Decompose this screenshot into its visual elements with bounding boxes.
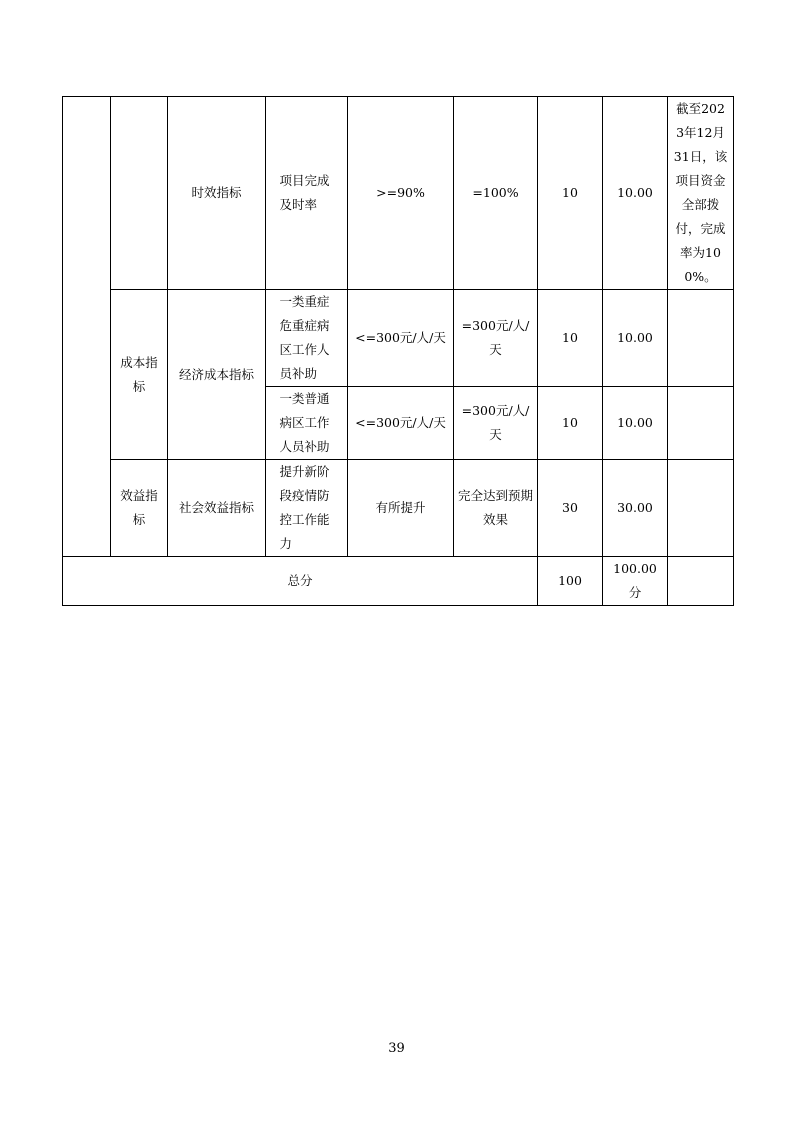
target-cell: 提升新阶段疫情防控工作能力: [266, 460, 348, 557]
actual-value-cell: =100%: [454, 97, 538, 290]
table-row-total: [63, 557, 734, 606]
planned-value-cell: <=300元/人/天: [348, 387, 454, 460]
note-cell: [668, 460, 734, 557]
table-row-cost-1: [63, 290, 734, 387]
score-cell: 10.00: [603, 97, 668, 290]
total-weight-cell: 100: [538, 557, 603, 606]
target-cell: 一类普通病区工作人员补助: [266, 387, 348, 460]
level2-cell: 成本指标: [111, 290, 168, 460]
level2-cell: 效益指标: [111, 460, 168, 557]
level2-cell-empty: [111, 97, 168, 290]
page-number: 39: [388, 1041, 405, 1056]
total-score-cell: 100.00分: [603, 557, 668, 606]
note-cell: [668, 387, 734, 460]
target-cell: 一类重症危重症病区工作人员补助: [266, 290, 348, 387]
note-cell: [668, 290, 734, 387]
weight-cell: 10: [538, 97, 603, 290]
weight-cell: 10: [538, 290, 603, 387]
table-row-timeliness: [63, 97, 734, 290]
note-cell: 截至2023年12月31日，该项目资金全部拨付，完成率为100%。: [668, 97, 734, 290]
planned-value-cell: <=300元/人/天: [348, 290, 454, 387]
score-cell: 10.00: [603, 387, 668, 460]
target-cell: 项目完成及时率: [266, 97, 348, 290]
performance-table: [62, 96, 734, 606]
planned-value-cell: 有所提升: [348, 460, 454, 557]
category-cell: 时效指标: [168, 97, 266, 290]
planned-value-cell: >=90%: [348, 97, 454, 290]
score-cell: 30.00: [603, 460, 668, 557]
category-cell: 经济成本指标: [168, 290, 266, 460]
actual-value-cell: =300元/人/天: [454, 290, 538, 387]
category-cell: 社会效益指标: [168, 460, 266, 557]
total-note-cell: [668, 557, 734, 606]
score-cell: 10.00: [603, 290, 668, 387]
actual-value-cell: 完全达到预期效果: [454, 460, 538, 557]
level1-cell: [63, 97, 111, 557]
total-label-cell: 总分: [63, 557, 538, 606]
table-row-benefit: [63, 460, 734, 557]
weight-cell: 10: [538, 387, 603, 460]
actual-value-cell: =300元/人/天: [454, 387, 538, 460]
weight-cell: 30: [538, 460, 603, 557]
